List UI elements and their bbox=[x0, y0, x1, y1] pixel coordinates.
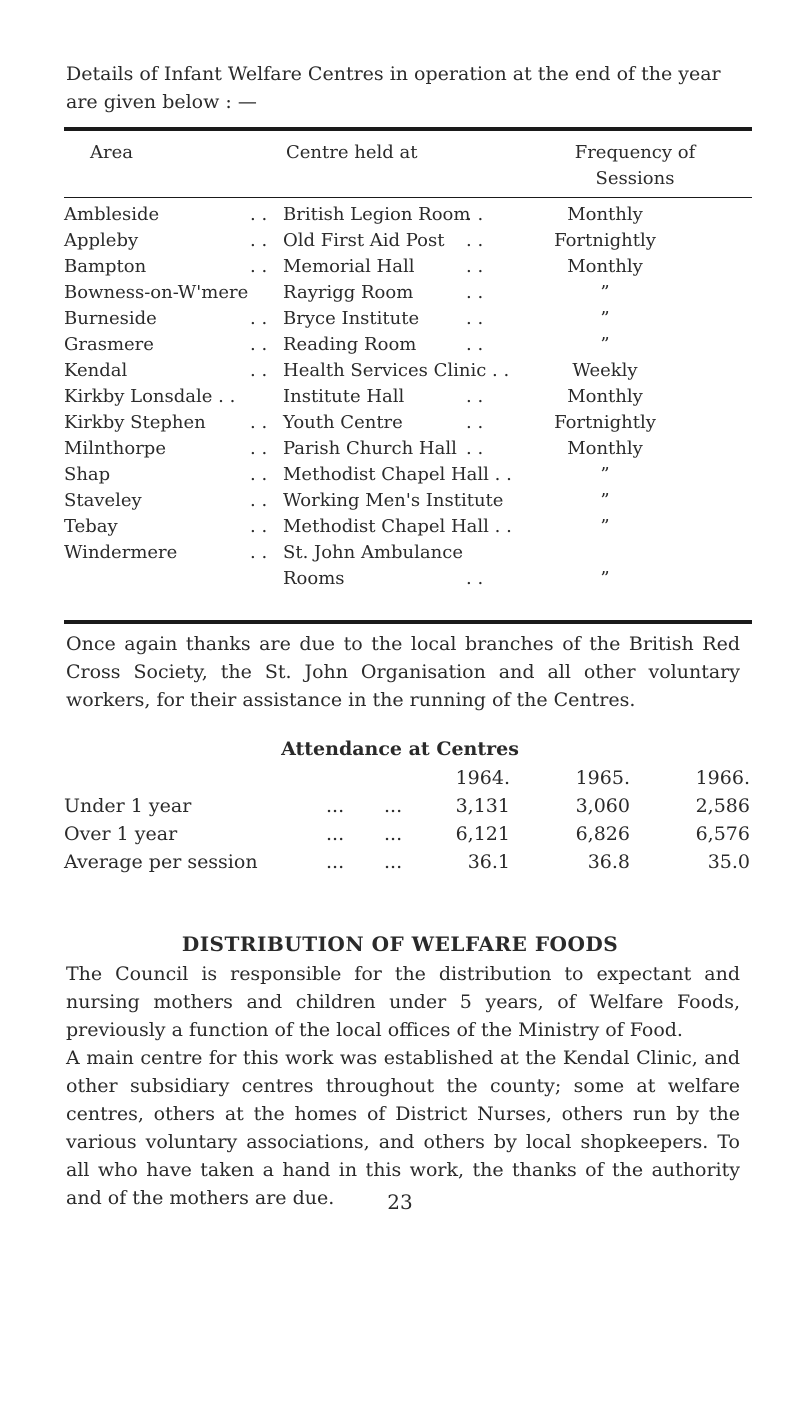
area-cell: Bampton bbox=[64, 256, 147, 277]
frequency-cell: ” bbox=[600, 568, 610, 589]
value-1965: 6,826 bbox=[575, 823, 630, 845]
attendance-title: Attendance at Centres bbox=[281, 738, 519, 760]
area-leader-dots: . . bbox=[250, 360, 268, 381]
frequency-cell: Fortnightly bbox=[554, 230, 656, 251]
frequency-cell: ” bbox=[600, 516, 610, 537]
centre-cell: Bryce Institute bbox=[283, 308, 420, 329]
table-top-rule bbox=[64, 127, 752, 131]
centre-cell: Rooms bbox=[283, 568, 345, 589]
area-leader-dots: . . bbox=[250, 204, 268, 225]
leader-dots: ... bbox=[326, 851, 345, 873]
attendance-row bbox=[0, 848, 800, 876]
value-1964: 36.1 bbox=[467, 851, 510, 873]
centre-cell: Working Men's Institute bbox=[283, 490, 504, 511]
centre-cell: Reading Room bbox=[283, 334, 417, 355]
centre-cell: St. John Ambulance bbox=[283, 542, 463, 563]
centre-cell: Old First Aid Post bbox=[283, 230, 445, 251]
table-row bbox=[0, 488, 800, 514]
table-row bbox=[0, 280, 800, 306]
attendance-label: Average per session bbox=[64, 851, 258, 873]
table-bottom-rule bbox=[64, 620, 752, 624]
header-centre: Centre held at bbox=[286, 142, 418, 163]
frequency-cell: Monthly bbox=[567, 386, 643, 407]
leader-dots: ... bbox=[384, 823, 403, 845]
centre-cell: Health Services Clinic . . bbox=[283, 360, 510, 381]
welfare-foods-paragraph-2: A main centre for this work was established at the Kendal Clinic, and other subsidiary centres throughout the county; some at welfare centres, others at the homes of District Nurses, others run by the various voluntary associations, and others by local shopkeepers. To all who have taken a hand in this work, the thanks of the authority and of the mothers are due. bbox=[66, 1047, 740, 1209]
value-1966: 2,586 bbox=[695, 795, 750, 817]
area-leader-dots: . . bbox=[250, 438, 268, 459]
centre-leader-dots: . . bbox=[466, 230, 484, 251]
area-leader-dots: . . bbox=[250, 516, 268, 537]
table-row bbox=[0, 228, 800, 254]
frequency-cell: ” bbox=[600, 308, 610, 329]
frequency-cell: Monthly bbox=[567, 256, 643, 277]
area-cell: Milnthorpe bbox=[64, 438, 166, 459]
value-1964: 6,121 bbox=[455, 823, 510, 845]
header-area: Area bbox=[90, 142, 133, 163]
page-number: 23 bbox=[387, 1190, 413, 1214]
table-row bbox=[0, 566, 800, 592]
centre-cell: Rayrigg Room bbox=[283, 282, 414, 303]
table-row bbox=[0, 514, 800, 540]
value-1966: 6,576 bbox=[695, 823, 750, 845]
year-1965: 1965. bbox=[575, 767, 630, 789]
welfare-foods-paragraph-1: The Council is responsible for the distribution to expectant and nursing mothers and children under 5 years, of Welfare Foods, previously a function of the local offices of the Ministry of Food. bbox=[66, 963, 740, 1041]
area-leader-dots: . . bbox=[250, 542, 268, 563]
header-frequency-line2: Sessions bbox=[595, 168, 675, 189]
area-leader-dots: . . bbox=[250, 230, 268, 251]
centre-cell: Methodist Chapel Hall . . bbox=[283, 516, 512, 537]
year-1966: 1966. bbox=[695, 767, 750, 789]
value-1966: 35.0 bbox=[707, 851, 750, 873]
area-cell: Grasmere bbox=[64, 334, 154, 355]
leader-dots: ... bbox=[326, 795, 345, 817]
frequency-cell: Fortnightly bbox=[554, 412, 656, 433]
centre-leader-dots: . . bbox=[466, 568, 484, 589]
centre-cell: Institute Hall bbox=[283, 386, 405, 407]
area-leader-dots: . . bbox=[250, 412, 268, 433]
centre-leader-dots: . . bbox=[466, 412, 484, 433]
area-cell: Appleby bbox=[64, 230, 139, 251]
centre-leader-dots: . . bbox=[466, 334, 484, 355]
area-leader-dots: . . bbox=[250, 308, 268, 329]
frequency-cell: ” bbox=[600, 490, 610, 511]
centre-cell: Parish Church Hall bbox=[283, 438, 457, 459]
centre-cell: Methodist Chapel Hall . . bbox=[283, 464, 512, 485]
area-cell: Kirkby Lonsdale . . bbox=[64, 386, 236, 407]
area-leader-dots: . . bbox=[250, 464, 268, 485]
centre-leader-dots: . . bbox=[466, 282, 484, 303]
table-row bbox=[0, 410, 800, 436]
centre-leader-dots: . . bbox=[466, 204, 484, 225]
leader-dots: ... bbox=[384, 851, 403, 873]
attendance-years-row bbox=[0, 764, 800, 792]
value-1965: 3,060 bbox=[575, 795, 630, 817]
area-cell: Staveley bbox=[64, 490, 142, 511]
frequency-cell: ” bbox=[600, 282, 610, 303]
area-leader-dots: . . bbox=[250, 334, 268, 355]
table-row bbox=[0, 384, 800, 410]
area-cell: Shap bbox=[64, 464, 111, 485]
year-1964: 1964. bbox=[455, 767, 510, 789]
table-row bbox=[0, 436, 800, 462]
area-cell: Windermere bbox=[64, 542, 178, 563]
attendance-label: Under 1 year bbox=[64, 795, 192, 817]
frequency-cell: ” bbox=[600, 334, 610, 355]
value-1964: 3,131 bbox=[455, 795, 510, 817]
header-frequency-line1: Frequency of bbox=[574, 142, 696, 163]
area-cell: Burneside bbox=[64, 308, 157, 329]
table-row bbox=[0, 332, 800, 358]
centre-cell: Memorial Hall bbox=[283, 256, 415, 277]
intro-text: Details of Infant Welfare Centres in operation at the end of the year are given below : — bbox=[66, 63, 721, 113]
frequency-cell: Monthly bbox=[567, 204, 643, 225]
section-heading: DISTRIBUTION OF WELFARE FOODS bbox=[181, 932, 619, 956]
frequency-cell: Weekly bbox=[572, 360, 638, 381]
table-row bbox=[0, 202, 800, 228]
table-row bbox=[0, 462, 800, 488]
table-row bbox=[0, 254, 800, 280]
centre-leader-dots: . . bbox=[466, 256, 484, 277]
table-row bbox=[0, 358, 800, 384]
attendance-row bbox=[0, 792, 800, 820]
centre-cell: Youth Centre bbox=[283, 412, 403, 433]
area-cell: Kirkby Stephen bbox=[64, 412, 206, 433]
area-cell: Tebay bbox=[64, 516, 118, 537]
centre-leader-dots: . . bbox=[466, 386, 484, 407]
area-cell: Bowness-on-W'mere bbox=[64, 282, 249, 303]
area-cell: Kendal bbox=[64, 360, 128, 381]
table-row bbox=[0, 306, 800, 332]
leader-dots: ... bbox=[384, 795, 403, 817]
centre-cell: British Legion Room bbox=[283, 204, 471, 225]
table-row bbox=[0, 540, 800, 566]
leader-dots: ... bbox=[326, 823, 345, 845]
attendance-row bbox=[0, 820, 800, 848]
value-1965: 36.8 bbox=[587, 851, 630, 873]
centre-leader-dots: . . bbox=[466, 438, 484, 459]
area-cell: Ambleside bbox=[64, 204, 160, 225]
centre-leader-dots: . . bbox=[466, 308, 484, 329]
table-header-rule bbox=[64, 197, 752, 198]
frequency-cell: ” bbox=[600, 464, 610, 485]
frequency-cell: Monthly bbox=[567, 438, 643, 459]
thanks-text: Once again thanks are due to the local branches of the British Red Cross Society, the St. John Organisation and all other voluntary workers, for their assistance in the running of the Centres. bbox=[66, 633, 740, 711]
attendance-label: Over 1 year bbox=[64, 823, 178, 845]
area-leader-dots: . . bbox=[250, 490, 268, 511]
area-leader-dots: . . bbox=[250, 256, 268, 277]
